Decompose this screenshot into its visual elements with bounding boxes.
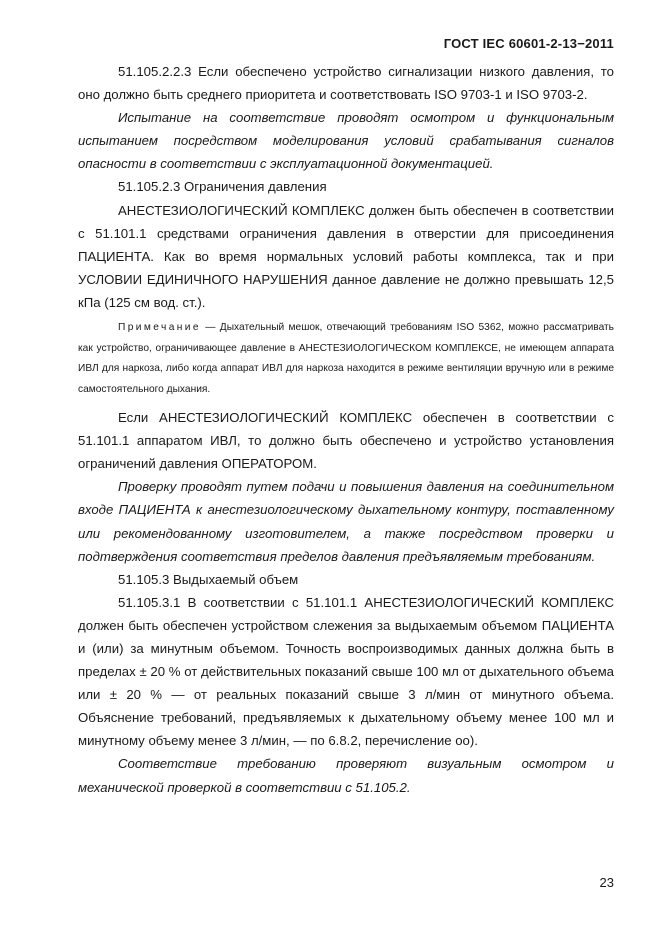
pressure-test-text: Проверку проводят путем подачи и повышения давления на соединительном входе ПАЦИЕНТА к анестезиологическому дыхательному контуру, поставленному или рекомендованному изготовителем, а также посредством проверки и подтверждения соответствия пределов давления предъявляемым требованиям. <box>78 479 614 564</box>
ventilator-paragraph: Если АНЕСТЕЗИОЛОГИЧЕСКИЙ КОМПЛЕКС обеспечен в соответствии с 51.101.1 аппаратом ИВЛ, то должно быть обеспечено и устройство установления ограничений давления ОПЕРАТОРОМ. <box>78 410 614 472</box>
clause-heading-51-105-3: 51.105.3 Выдыхаемый объем <box>118 571 299 587</box>
clause-51-105-2-2-3: 51.105.2.2.3 Если обеспечено устройство сигнализации низкого давления, то оно должно быть среднего приоритета и соответствовать ISO 9703-1 и ISO 9703-2. <box>78 64 614 103</box>
standard-header: ГОСТ IEC 60601-2-13−2011 <box>443 36 614 51</box>
note-label: Примечание <box>118 322 201 334</box>
note-text: — Дыхательный мешок, отвечающий требованиям ISO 5362, можно рассматривать как устройство, ограничивающее давление в АНЕСТЕЗИОЛОГИЧЕСКОМ КОМПЛЕКСЕ, не имеющем аппарата ИВЛ для наркоза, либо когда аппарат ИВЛ для наркоза находится в режиме вентиляции вручную или в режиме самостоятельного дыхания. <box>78 322 614 395</box>
page-number: 23 <box>599 875 614 890</box>
clause-heading-51-105-2-3: 51.105.2.3 Ограничения давления <box>118 179 327 195</box>
note-paragraph <box>78 318 614 400</box>
clause-51-105-2-3-body: АНЕСТЕЗИОЛОГИЧЕСКИЙ КОМПЛЕКС должен быть обеспечен в соответствии с 51.101.1 средствами ограничения давления в отверстии для присоединения ПАЦИЕНТА. Как во время нормальных условий работы комплекса, так и при УСЛОВИИ ЕДИНИЧНОГО НАРУШЕНИЯ данное давление не должно превышать 12,5 кПа (125 см вод. ст.). <box>78 202 614 310</box>
test-compliance-text: Испытание на соответствие проводят осмотром и функциональным испытанием посредством моделирования условий срабатывания сигналов опасности в соответствии с эксплуатационной документацией. <box>78 110 614 172</box>
clause-51-105-3-1: 51.105.3.1 В соответствии с 51.101.1 АНЕСТЕЗИОЛОГИЧЕСКИЙ КОМПЛЕКС должен быть обеспечен устройством слежения за выдыхаемым объемом ПАЦИЕНТА и (или) за минутным объемом. Точность воспроизводимых данных должна быть в пределах ± 20 % от действительных показаний свыше 100 мл от дыхательного объема или ± 20 % — от реальных показаний свыше 3 л/мин от минутного объема. Объяснение требований, предъявляемых к дыхательному объему менее 100 мл и минутному объему менее 3 л/мин, — по 6.8.2, перечисление оо). <box>78 594 614 749</box>
page-content <box>78 60 614 799</box>
visual-inspection-text: Соответствие требованию проверяют визуальным осмотром и механической проверкой в соответствии с 51.105.2. <box>78 756 614 795</box>
